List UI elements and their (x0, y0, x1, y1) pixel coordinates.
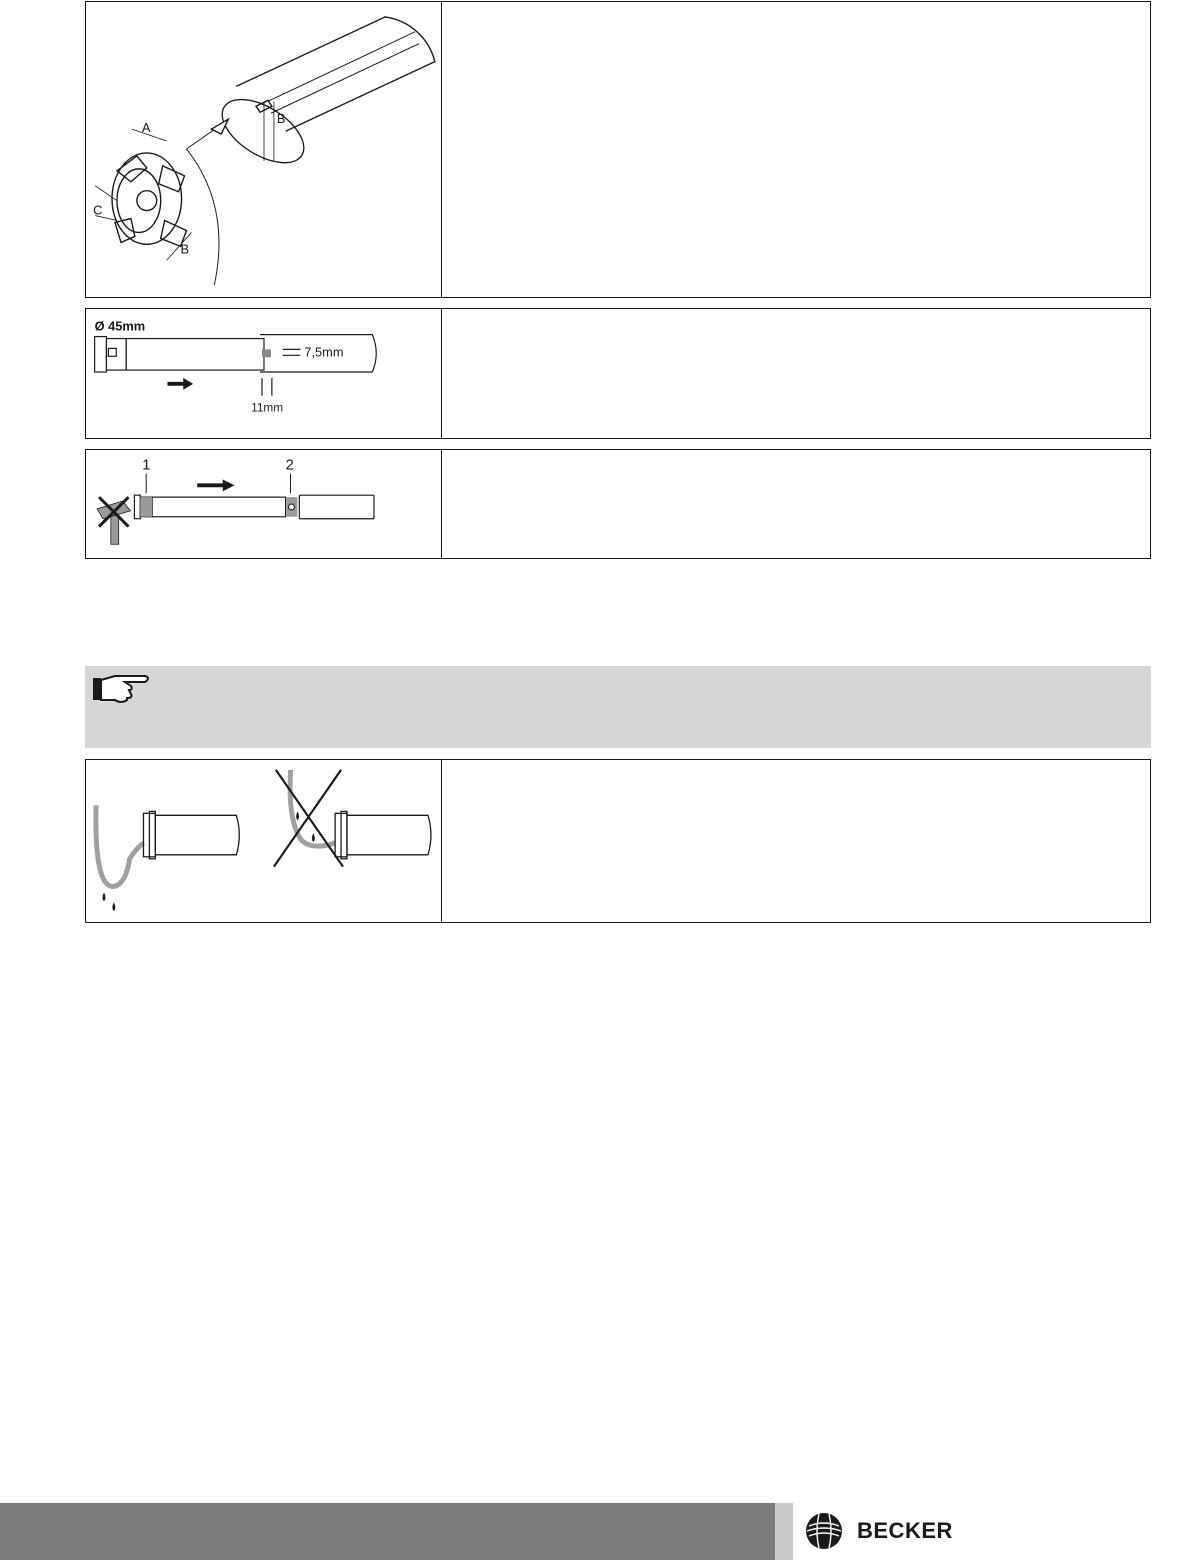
note-bar (85, 666, 1151, 748)
pointing-hand-icon (91, 670, 153, 706)
figure-panel-4-text (442, 760, 1150, 922)
callout-2: 2 (285, 457, 294, 474)
figure-panel-2 (85, 308, 1151, 439)
brand (805, 1512, 953, 1550)
adapter-tube-illustration (86, 2, 441, 297)
figure-panel-1 (85, 1, 1151, 298)
label-c: C (93, 202, 103, 218)
figure-panel-4 (85, 759, 1151, 923)
brand-name: BECKER (857, 1518, 953, 1543)
label-b-adapter: B (180, 241, 190, 257)
dim-pin-label: 7,5mm (304, 344, 344, 360)
motor-dimension-illustration (86, 309, 441, 438)
cable-routing-illustration (86, 760, 441, 922)
label-a: A (141, 120, 151, 136)
label-b-tube: B (276, 111, 286, 127)
becker-logo-icon (805, 1512, 843, 1550)
figure-panel-1-text (442, 2, 1150, 297)
footer-bar (0, 1503, 775, 1560)
figure-panel-3 (85, 449, 1151, 559)
callout-1: 1 (142, 457, 151, 474)
dim-gap-label: 11mm (251, 400, 284, 415)
motor-insert-illustration (86, 450, 441, 558)
diameter-label: Ø 45mm (94, 318, 146, 334)
figure-panel-3-text (442, 450, 1150, 558)
footer-separator (775, 1503, 793, 1560)
figure-panel-2-text (442, 309, 1150, 438)
